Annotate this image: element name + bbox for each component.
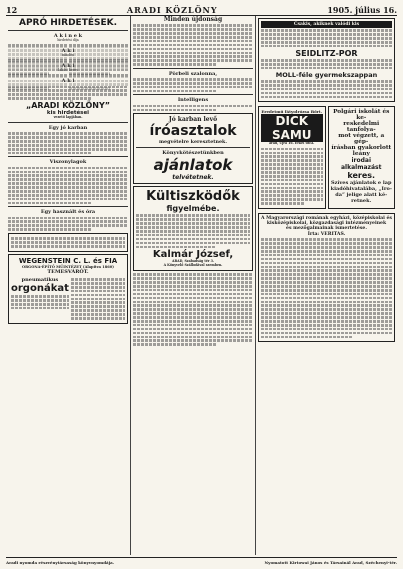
columns [6, 16, 397, 555]
wegenstein-mid: pneumatikus [21, 276, 59, 283]
book-ad [258, 213, 395, 342]
polgari-1: Polgári iskolát és ke- [333, 109, 390, 122]
ujdonsag-body [133, 24, 253, 66]
arad-kozlony-ad-3: vezető lapjában. [53, 115, 83, 120]
viszon-title: Viszonylagok [49, 159, 87, 166]
author: Írta: VERITAS. [307, 232, 346, 238]
column-1 [6, 16, 131, 555]
wegenstein-ad [8, 254, 128, 324]
egy2-body [8, 217, 128, 231]
da: da” jelige alatt ké- [335, 192, 388, 199]
megvetelre: megvételre keresztetnek. [158, 139, 228, 146]
keres: keres. [347, 171, 376, 181]
ad-subhead-1b: hirdetési díja [57, 38, 79, 42]
ad-body-4 [8, 86, 128, 100]
ad-subhead-3b: lakást keres [58, 68, 78, 73]
kozmuv-2: kisközépiskolai, közgazdasági intézményeinek [266, 221, 387, 227]
retnek: retnek. [351, 198, 372, 205]
polgari-5: leány [352, 151, 370, 158]
polgari-3: mot végzett, a gép- [338, 133, 385, 146]
iroda: irodai alkalmazást [341, 157, 382, 172]
top-ad-head: Csakis, akiknek valódi kis [261, 21, 392, 28]
arad-kozlony-ad-2: kis hirdetései [46, 110, 90, 117]
small-ads-title: APRÓ HIRDETÉSEK. [18, 18, 117, 28]
polgari-4: írásban gyakorlott [331, 145, 392, 152]
wegenstein-city: TEMESVÁRÓT. [47, 268, 89, 275]
ad-subhead-2b: minden [61, 53, 75, 58]
polgari-ad [328, 106, 396, 209]
ujdonsag-title: Minden újdonság [163, 16, 223, 23]
polgari-2: reskedelmi tanfolya- [343, 121, 380, 134]
wegenstein-sub: ORGONA-ÉPÍTŐ MŰINTÉZET (Alapítva 1860) [22, 264, 114, 269]
footer-left: Aradi nyomda részvénytársaság könyvnyomdája. [6, 560, 115, 565]
ad-subhead-1: A k i n e k [53, 33, 83, 39]
enderedo: Eredetmű fátyolrózsa Bőrt. [261, 109, 323, 115]
paper-title: ARADI KÖZLÖNY [126, 5, 218, 15]
ad-subhead-4: A k i [61, 78, 75, 85]
office-supplies-ad [133, 113, 253, 184]
seidlitz: SEIDLITZ-POR [295, 48, 358, 58]
viszon-body [8, 167, 128, 205]
telvetek: telvétetnek. [172, 174, 214, 182]
jo-karban: Jó karban levő [168, 116, 218, 124]
wegenstein-title: WEGENSTEIN C. L. és FIA [18, 256, 118, 265]
irodasztal: íróasztalok [149, 123, 237, 140]
szives: Szíves ajánlatok e lap [331, 180, 392, 187]
top-ad-box [258, 18, 395, 102]
dick-sub: arad, Újra 16. Erkel utca. [269, 141, 315, 146]
page-header [6, 4, 397, 16]
column-3 [256, 16, 397, 555]
kalmar-sub: ARAD, Szabadság tér 3. [172, 259, 214, 264]
wegenstein-big: orgonákat [11, 282, 69, 294]
kultiz: Kültiszködők [146, 189, 240, 205]
moll: MOLL-féle gyermekszappan [275, 70, 378, 79]
kozmuv-3: és mezőgalmainak ismertetése. [286, 226, 367, 232]
intel-body [133, 105, 253, 111]
column-2 [131, 16, 256, 555]
issue-date: 1905. július 16. [327, 5, 397, 15]
egy-jo-body [8, 132, 128, 154]
kultiz-ad [133, 186, 253, 271]
ajanlatok: ajánlatok [153, 156, 233, 175]
arad-kozlony-ad-1: „ARADI KÖZLÖNY” [25, 101, 110, 111]
konyvkot: Könyvkötészetünkben [162, 150, 224, 157]
intel-title: Intelligens [177, 97, 209, 104]
kalmar-sub2: A Könyvelő Szállodával szemben. [163, 263, 223, 268]
egy-jo-title: Egy jó karban [48, 125, 88, 132]
ad-subhead-3: A k i [61, 63, 75, 70]
page-number: 12 [6, 5, 18, 15]
notice-box-a [8, 233, 128, 252]
dick-samu-ad [258, 106, 326, 209]
ad-subhead-2: A k i [61, 48, 75, 55]
page-footer [6, 557, 397, 567]
kalmar: Kalmár József, [152, 249, 234, 261]
kiado: kiadóhivatalába, „Iro- [330, 186, 392, 193]
figyelmebe: figyelmébe. [166, 204, 220, 214]
egy2-title: Egy használt és óra [40, 209, 96, 216]
perbeli-title: Pörbeli szalonna, [168, 70, 218, 77]
perbeli-body [133, 78, 253, 92]
footer-right: Nyomatott Kirtowai János és Társainál Arad, Széchenyi-tér. [264, 560, 397, 565]
dick: DICK SAMU [261, 114, 323, 142]
kozmuv-1: A Magyarországi romának egyházi, középiskolai és [261, 216, 392, 222]
